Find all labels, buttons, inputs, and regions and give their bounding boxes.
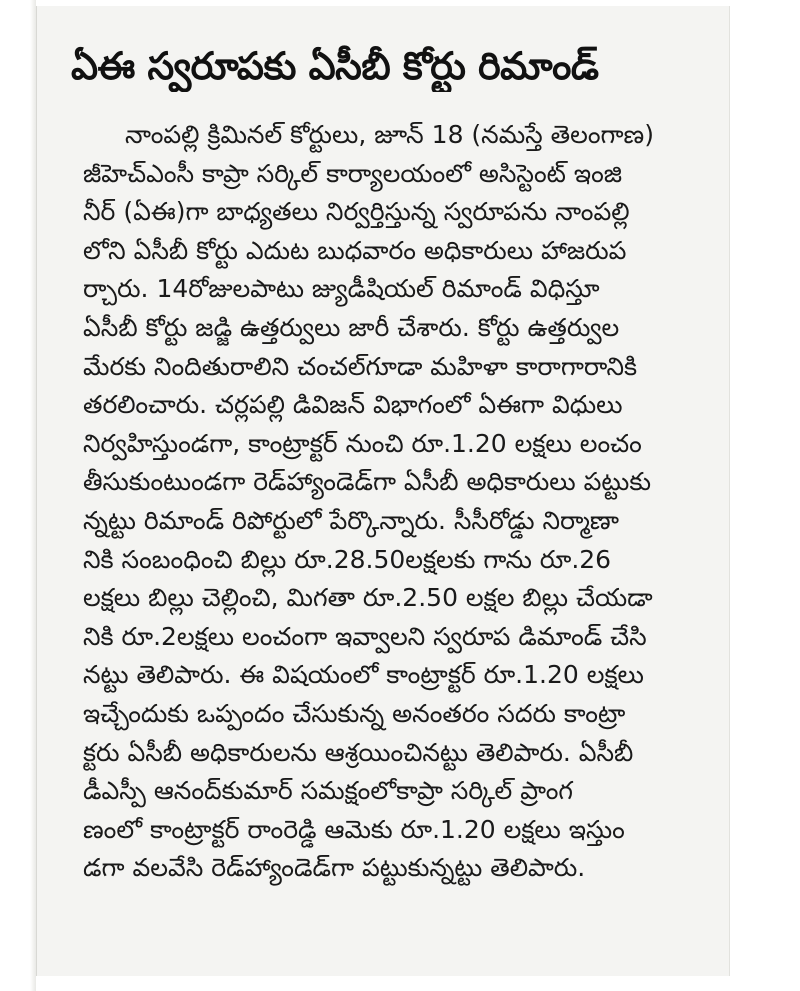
article-line: ర్చారు. 14రోజులపాటు జ్యుడీషియల్ రిమాండ్ విధిస్తూ (83, 274, 600, 304)
article-line: డీఎస్పీ ఆనంద్‌కుమార్ సమక్షంలోకాప్రా సర్కిల్ ప్రాంగ (83, 776, 573, 806)
article-line: ణంలో కాంట్రాక్టర్ రాంరెడ్డి ఆమెకు రూ.1.20 లక్షలు ఇస్తుం (83, 814, 625, 844)
article-line: నిర్వహిస్తుండగా, కాంట్రాక్టర్ నుంచి రూ.1.20 లక్షలు లంచం (83, 428, 642, 458)
article-line: క్టరు ఏసీబీ అధికారులను ఆశ్రయించినట్టు తెలిపారు. ఏసీబీ (83, 737, 634, 767)
article-line: లోని ఏసీబీ కోర్టు ఎదుట బుధవారం అధికారులు హాజరుప (83, 235, 627, 265)
article-line: ఏసీబీ కోర్టు జడ్జి ఉత్తర్వులు జారీ చేశారు. కోర్టు ఉత్తర్వుల (83, 312, 620, 342)
article-line: న్నట్టు రిమాండ్ రిపోర్టులో పేర్కొన్నారు. సీసీరోడ్డు నిర్మాణా (83, 505, 619, 535)
article-line: మేరకు నిందితురాలిని చంచల్‌గూడా మహిళా కారాగారానికి (83, 351, 638, 381)
article-line: ఇచ్చేందుకు ఒప్పందం చేసుకున్న అనంతరం సదరు కాంట్రా (83, 698, 626, 728)
article-line: డగా వలవేసి రెడ్‌హ్యాండెడ్‌గా పట్టుకున్నట్టు తెలిపారు. (83, 853, 586, 883)
article-line: నట్టు తెలిపారు. ఈ విషయంలో కాంట్రాక్టర్ రూ.1.20 లక్షలు (83, 660, 644, 690)
article-line: నాంపల్లి క్రిమినల్ కోర్టులు, జూన్ 18 (నమస్తే తెలంగాణ) (125, 120, 654, 149)
article-body (83, 116, 723, 888)
article-line: నీర్ (ఏఈ)గా బాధ్యతలు నిర్వర్తిస్తున్న స్వరూపను నాంపల్లి (83, 197, 630, 227)
article-line: లక్షలు బిల్లు చెల్లించి, మిగతా రూ.2.50 లక్షల బిల్లు చేయడా (83, 583, 653, 613)
article-line: తరలించారు. చర్లపల్లి డివిజన్ విభాగంలో ఏఈగా విధులు (83, 390, 623, 420)
article-line: నికి సంబంధించి బిల్లు రూ.28.50లక్షలకు గాను రూ.26 (83, 544, 612, 574)
article-line: నికి రూ.2లక్షలు లంచంగా ఇవ్వాలని స్వరూప డిమాండ్ చేసి (83, 621, 647, 651)
article-line: తీసుకుంటుండగా రెడ్‌హ్యాండెడ్‌గా ఏసీబీ అధికారులు పట్టుకు (83, 467, 652, 497)
article-line: జీహెచ్ఎంసీ కాప్రా సర్కిల్ కార్యాలయంలో అసిస్టెంట్ ఇంజి (83, 158, 623, 188)
newspaper-clipping (36, 6, 730, 976)
headline: ఏఈ స్వరూపకు ఏసీబీ కోర్టు రిమాండ్ (71, 44, 599, 88)
